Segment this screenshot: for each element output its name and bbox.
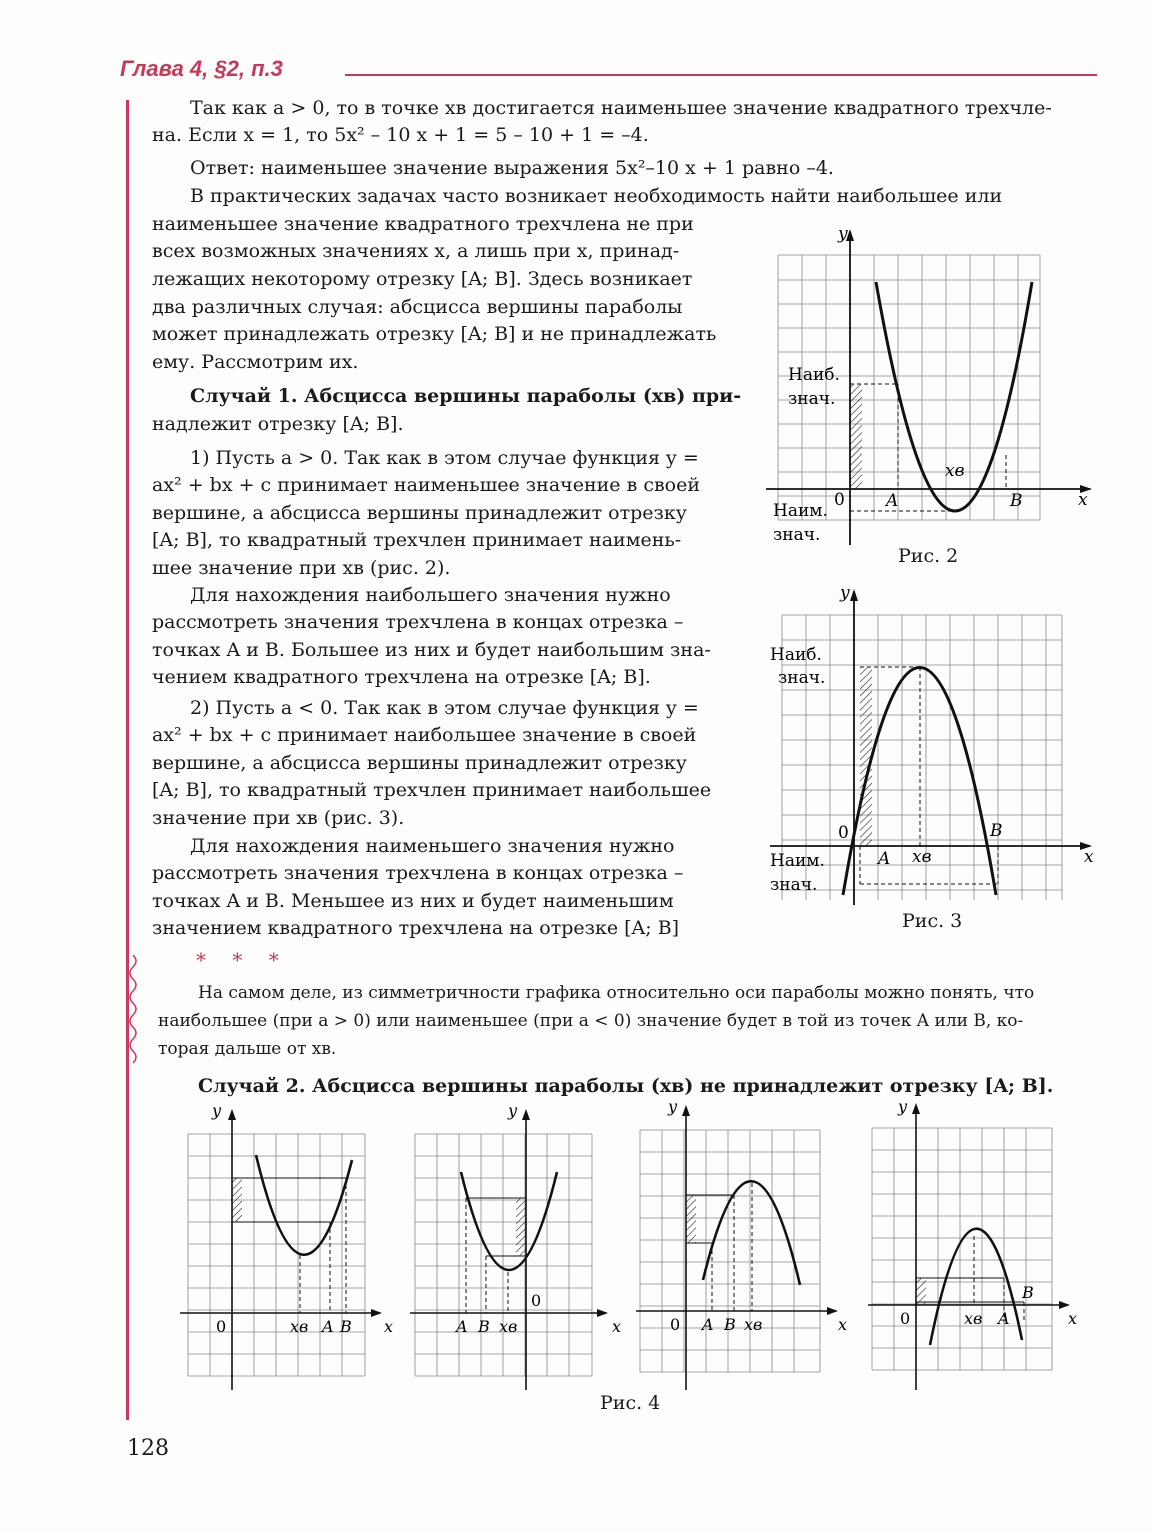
point-b-label: B (990, 821, 1003, 841)
figure-3 (765, 580, 1105, 910)
paragraph-line: Для нахождения наименьшего значения нужно (190, 835, 675, 857)
vertex-x-label: xв (912, 847, 932, 867)
note-line: торая дальше от xв. (158, 1039, 337, 1059)
y-axis-label: y (668, 1097, 678, 1116)
min-value-label: знач. (773, 525, 821, 545)
x-axis-label: x (384, 1317, 394, 1336)
y-axis-label: y (840, 583, 850, 603)
paragraph-line: точках A и B. Большее из них и будет наибольшим зна- (152, 639, 711, 661)
paragraph-line: значением квадратного трехчлена на отрезке [A; B] (152, 917, 680, 939)
vertex-x-label: xв (744, 1315, 763, 1334)
x-axis-label: x (838, 1315, 848, 1334)
origin-label: 0 (834, 490, 845, 510)
max-value-label: Наиб. (770, 645, 822, 665)
origin-label: 0 (531, 1291, 542, 1310)
max-value-label: знач. (778, 668, 826, 688)
max-value-label: знач. (788, 389, 836, 409)
point-a-label: A (322, 1317, 334, 1336)
paragraph-line: Для нахождения наибольшего значения нужно (190, 584, 671, 606)
point-b-label: B (724, 1315, 736, 1334)
paragraph-line: Так как a > 0, то в точке xв достигается наименьшее значение квадратного трехчле- (190, 97, 1052, 119)
wavy-margin-mark (124, 955, 142, 1065)
figure-2-caption: Рис. 2 (898, 545, 959, 567)
paragraph-line: значение при xв (рис. 3). (152, 807, 405, 829)
paragraph-line: наименьшее значение квадратного трехчлена не при (152, 213, 694, 235)
point-a-label: A (878, 849, 891, 869)
paragraph-line: 2) Пусть a < 0. Так как в этом случае функция y = (190, 697, 699, 719)
header-rule (345, 74, 1097, 76)
paragraph-line: два различных случая: абсцисса вершины параболы (152, 296, 683, 318)
paragraph-line: В практических задачах часто возникает необходимость найти наибольшее или (190, 185, 1003, 207)
paragraph-line: вершине, а абсцисса вершины принадлежит отрезку (152, 752, 687, 774)
point-b-label: B (478, 1317, 490, 1336)
min-value-label: Наим. (773, 501, 828, 521)
y-axis-label: y (898, 1097, 908, 1116)
x-axis-label: x (1084, 847, 1094, 867)
paragraph-line: ax² + bx + c принимает наименьшее значение в своей (152, 474, 701, 496)
note-line: наибольшее (при a > 0) или наименьшее (при a < 0) значение будет в той из точек A или B, ко- (158, 1011, 1024, 1031)
paragraph-line: точках A и B. Меньшее из них и будет наименьшим (152, 890, 674, 912)
x-axis-label: x (612, 1317, 622, 1336)
point-a-label: A (456, 1317, 468, 1336)
figure-3-caption: Рис. 3 (902, 910, 963, 932)
note-line: На самом деле, из симметричности графика относительно оси параболы можно понять, что (198, 983, 1035, 1003)
point-a-label: A (886, 491, 899, 511)
case2-heading: Случай 2. Абсцисса вершины параболы (xв) не принадлежит отрезку [A; B]. (198, 1075, 1054, 1097)
paragraph-line: [A; B], то квадратный трехчлен принимает наимень- (152, 529, 682, 551)
page-number: 128 (127, 1436, 169, 1461)
min-value-label: Наим. (770, 851, 825, 871)
y-axis-label: y (212, 1101, 222, 1120)
chapter-header: Глава 4, §2, п.3 (120, 56, 283, 81)
section-stars: * * * (196, 948, 289, 972)
point-b-label: B (1010, 491, 1023, 511)
point-b-label: B (1022, 1283, 1034, 1302)
vertex-x-label: xв (290, 1317, 309, 1336)
paragraph-line: [A; B], то квадратный трехчлен принимает наибольшее (152, 779, 712, 801)
paragraph-line: шее значение при xв (рис. 2). (152, 557, 451, 579)
paragraph-line: чением квадратного трехчлена на отрезке [A; B]. (152, 666, 651, 688)
origin-label: 0 (670, 1315, 681, 1334)
point-a-label: A (702, 1315, 714, 1334)
y-axis-label: y (508, 1101, 518, 1120)
x-axis-label: x (1078, 490, 1088, 510)
figure-4-caption: Рис. 4 (600, 1392, 661, 1414)
max-value-label: Наиб. (788, 365, 840, 385)
paragraph-line: рассмотреть значения трехчлена в концах отрезка – (152, 611, 684, 633)
paragraph-line: 1) Пусть a > 0. Так как в этом случае функция y = (190, 447, 699, 469)
point-a-label: A (998, 1309, 1010, 1328)
paragraph-line: рассмотреть значения трехчлена в концах отрезка – (152, 862, 684, 884)
vertex-x-label: xв (964, 1309, 983, 1328)
origin-label: 0 (216, 1317, 227, 1336)
answer-line: Ответ: наименьшее значение выражения 5x²–10 x + 1 равно –4. (190, 157, 834, 179)
paragraph-line: всех возможных значениях x, а лишь при x, принад- (152, 240, 680, 262)
paragraph-line: надлежит отрезку [A; B]. (152, 413, 404, 435)
case1-heading: Случай 1. Абсцисса вершины параболы (xв) при- (190, 385, 742, 407)
y-axis-label: y (838, 225, 848, 244)
min-value-label: знач. (770, 875, 818, 895)
figure-4 (170, 1095, 1100, 1395)
figure-2 (765, 225, 1105, 545)
vertex-x-label: xв (499, 1317, 518, 1336)
paragraph-line: лежащих некоторому отрезку [A; B]. Здесь возникает (152, 268, 693, 290)
paragraph-line: на. Если x = 1, то 5x² – 10 x + 1 = 5 – 10 + 1 = –4. (152, 124, 649, 146)
paragraph-line: вершине, а абсцисса вершины принадлежит отрезку (152, 502, 687, 524)
vertex-x-label: xв (945, 461, 965, 481)
origin-label: 0 (838, 823, 849, 843)
paragraph-line: ax² + bx + c принимает наибольшее значение в своей (152, 724, 697, 746)
paragraph-line: может принадлежать отрезку [A; B] и не принадлежать (152, 323, 717, 345)
point-b-label: B (340, 1317, 352, 1336)
x-axis-label: x (1068, 1309, 1078, 1328)
paragraph-line: ему. Рассмотрим их. (152, 351, 359, 373)
origin-label: 0 (900, 1309, 911, 1328)
margin-rule (126, 100, 129, 1420)
